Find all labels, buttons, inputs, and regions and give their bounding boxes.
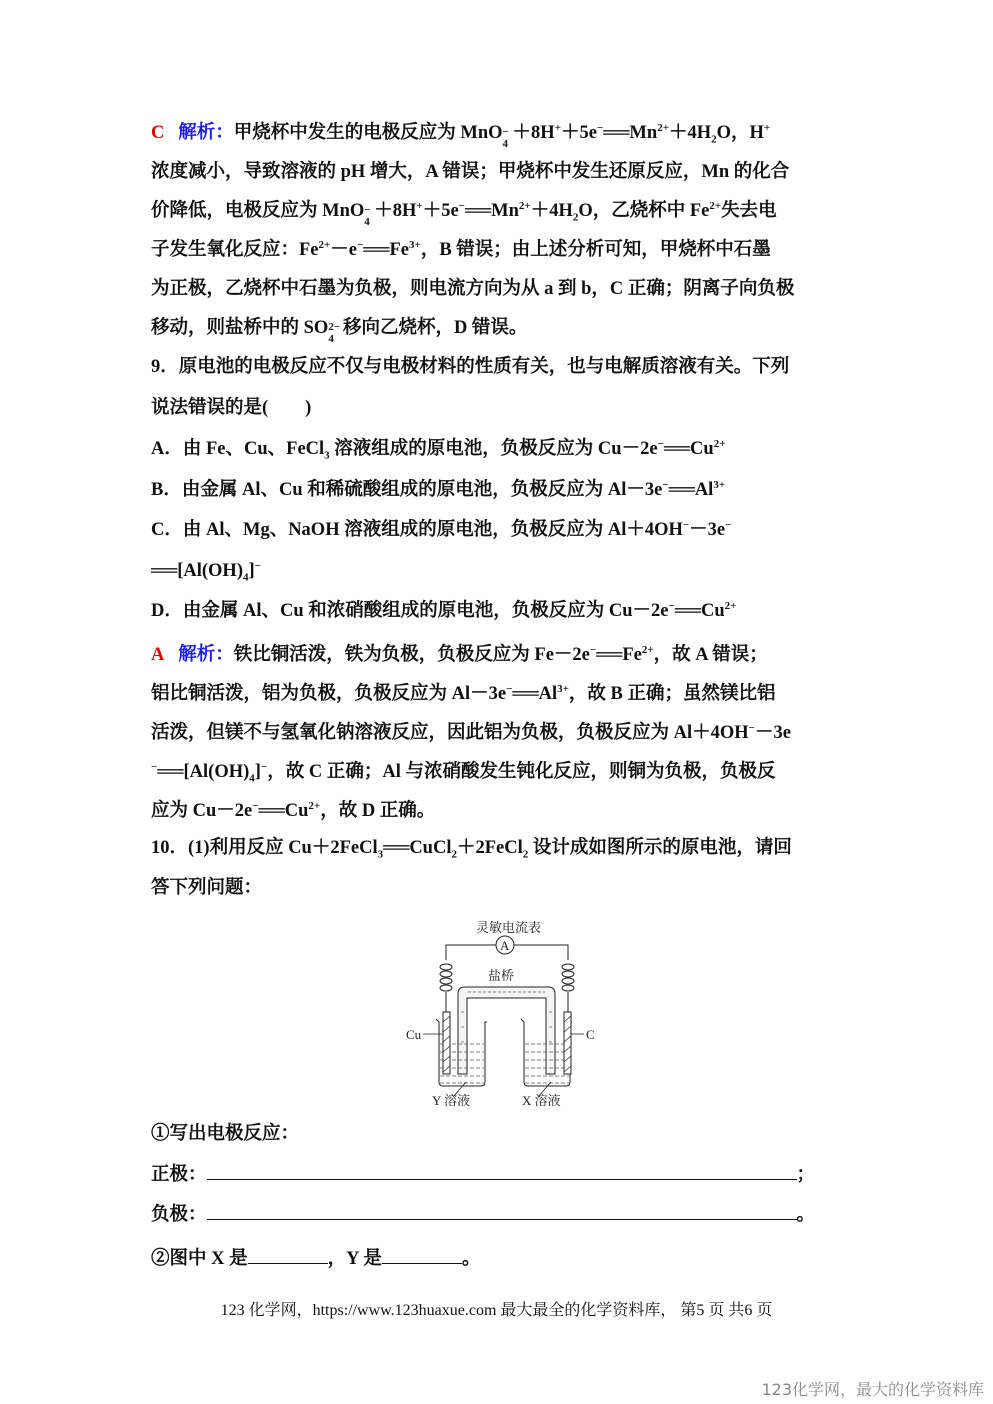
- coil-right: [562, 964, 574, 991]
- galvanometer-label: 灵敏电流表: [476, 920, 542, 935]
- salt-bridge-fill: [461, 992, 552, 1042]
- text: 子发生氧化反应：Fe: [151, 240, 319, 260]
- q9-stem-line-2: 说法错误的是( ): [151, 398, 312, 418]
- sup: −: [502, 125, 509, 138]
- text: ，Y 是: [327, 1249, 382, 1269]
- analysis-label: 解析：: [178, 123, 234, 143]
- sup: −: [589, 643, 597, 656]
- salt-bridge-label: 盐桥: [488, 968, 515, 983]
- sup: 2+: [308, 799, 321, 812]
- q9-analysis-line-5: [151, 798, 435, 824]
- sup: −: [252, 799, 259, 812]
- text: 价降低，电极反应为 MnO: [151, 201, 365, 221]
- sub: 4: [328, 332, 334, 345]
- sup: −: [596, 121, 604, 134]
- q8-analysis-line-2: 浓度减小，导致溶液的 pH 增大，A 错误；甲烧杯中发生还原反应，Mn 的化合: [151, 162, 790, 182]
- text: ＋5e: [422, 201, 459, 221]
- page-footer: 123 化学网，https://www.123huaxue.com 最大最全的化学资料库， 第5 页 共6 页: [220, 1302, 773, 1319]
- text: ；: [796, 1165, 816, 1185]
- ammeter-symbol: A: [500, 938, 510, 953]
- text: ＋4H: [668, 123, 712, 143]
- text: ]: [248, 561, 255, 581]
- text: O，乙烧杯中 Fe: [578, 201, 710, 221]
- right-electrode-label: C: [586, 1027, 595, 1042]
- text: ，B 错误；由上述分析可知，甲烧杯中石墨: [420, 240, 771, 260]
- sup: 2+: [713, 437, 726, 450]
- sup: −: [254, 559, 261, 572]
- sub: 2: [572, 211, 579, 224]
- text: 移动，则盐桥中的 SO: [151, 318, 329, 338]
- sup: −: [748, 721, 755, 734]
- left-electrode-label: Cu: [406, 1027, 422, 1042]
- text: ＋8H: [512, 123, 555, 143]
- q9-option-c-cont: [151, 558, 261, 584]
- q9-analysis-line-1: [151, 642, 768, 668]
- q8-analysis-line-3: [151, 198, 777, 228]
- coil-left: [440, 964, 452, 991]
- text: ＋4H: [530, 201, 573, 221]
- q9-analysis-line-3: [151, 720, 791, 746]
- q9-option-b: [151, 477, 725, 503]
- text: ]: [254, 762, 261, 782]
- sub: 4: [249, 772, 255, 785]
- text: 活泼，但镁不与氢氧化钠溶液反应，因此铝为负极，负极反应为 Al＋4OH: [151, 723, 749, 743]
- q10-stem-line-1: [151, 835, 792, 861]
- text: ══Fe: [596, 645, 642, 665]
- text: ══Mn: [603, 123, 658, 143]
- sup: 3+: [409, 238, 421, 251]
- q9-analysis-line-4: [151, 759, 775, 785]
- sup: 3+: [557, 682, 569, 695]
- text: ══Al: [512, 684, 558, 704]
- text: O，H: [716, 123, 764, 143]
- sup: −: [668, 599, 675, 612]
- galvanic-cell-diagram: [398, 912, 608, 1108]
- text: －e: [330, 240, 358, 260]
- sup: −: [458, 199, 465, 212]
- sup: −: [260, 760, 268, 773]
- negative-electrode-row: [151, 1201, 815, 1228]
- answer-letter: A: [151, 645, 165, 665]
- positive-answer-blank[interactable]: [207, 1161, 797, 1180]
- sup: +: [416, 199, 423, 212]
- sub: 2: [451, 848, 457, 861]
- q8-analysis-line-4: [151, 237, 771, 263]
- q10-stem-line-2: 答下列问题：: [151, 878, 263, 898]
- text: ＋2FeCl: [456, 838, 523, 858]
- text: 甲烧杯中发生的电极反应为 MnO: [233, 123, 503, 143]
- right-solution-label: X 溶液: [522, 1093, 561, 1108]
- text: －3e: [754, 723, 791, 743]
- sub: 4: [242, 571, 249, 584]
- ion-charge: [502, 125, 513, 150]
- sup: −: [725, 518, 732, 531]
- text: ，故 B 正确；虽然镁比铝: [568, 684, 776, 704]
- positive-label: 正极：: [151, 1165, 207, 1185]
- negative-label: 负极：: [151, 1205, 207, 1225]
- sup: +: [554, 121, 561, 134]
- sup: 2+: [518, 199, 531, 212]
- sup: 2−: [328, 320, 341, 333]
- text: ，故 A 错误；: [653, 645, 768, 665]
- q9-analysis-line-2: [151, 681, 775, 707]
- text: ══Al: [668, 480, 714, 500]
- y-answer-blank[interactable]: [382, 1245, 462, 1264]
- negative-answer-blank[interactable]: [207, 1201, 797, 1220]
- ion-charge: [328, 320, 341, 345]
- ion-charge: [364, 203, 374, 228]
- watermark: 123化学网，最大的化学资料库: [761, 1380, 984, 1399]
- q9-stem-line-1: 9．原电池的电极反应不仅与电极材料的性质有关，也与电解质溶液有关。下列: [151, 357, 790, 377]
- sub: 4: [502, 137, 509, 150]
- text: ＋5e: [560, 123, 597, 143]
- salt-bridge: [458, 987, 555, 1074]
- answer-letter: C: [151, 123, 165, 143]
- sup: −: [657, 437, 664, 450]
- text: D．由金属 Al、Cu 和浓硝酸组成的原电池，负极反应为 Cu－2e: [151, 601, 669, 621]
- text: C．由 Al、Mg、NaOH 溶液组成的原电池，负极反应为 Al＋4OH: [151, 520, 683, 540]
- sup: +: [763, 121, 771, 134]
- q8-analysis-line-1: [151, 120, 771, 150]
- text: ══[Al(OH): [151, 561, 243, 581]
- sup: 2+: [657, 121, 669, 134]
- q8-analysis-line-6: [151, 315, 528, 345]
- text: ══Fe: [363, 240, 410, 260]
- text: 。: [461, 1249, 481, 1269]
- text: ，故 D 正确。: [320, 801, 436, 821]
- text: ══CuCl: [383, 838, 452, 858]
- sub: 4: [364, 215, 370, 228]
- text: 。: [796, 1205, 816, 1225]
- text: ══Cu: [258, 801, 309, 821]
- text: 铁比铜活泼，铁为负极，负极反应为 Fe－2e: [233, 645, 590, 665]
- sup: 2+: [641, 643, 654, 656]
- text: ，故 C 正确；Al 与浓硝酸发生钝化反应，则铜为负极，负极反: [267, 762, 776, 782]
- q8-analysis-line-5: 为正极，乙烧杯中石墨为负极，则电流方向为从 a 到 b，C 正确；阴离子向负极: [151, 279, 795, 299]
- sup: −: [364, 203, 371, 216]
- q9-option-a: [151, 436, 725, 462]
- x-answer-blank[interactable]: [248, 1245, 328, 1264]
- sup: 2+: [724, 599, 737, 612]
- sub: 2: [711, 133, 717, 146]
- text: ②图中 X 是: [151, 1249, 248, 1269]
- sup: 2+: [318, 238, 331, 251]
- sup: −: [662, 478, 669, 491]
- sub: 2: [522, 848, 529, 861]
- text: 溶液组成的原电池，负极反应为 Cu－2e: [329, 439, 658, 459]
- sup: −: [151, 760, 158, 773]
- q10-part-1: ①写出电极反应：: [151, 1124, 300, 1144]
- text: ＋8H: [374, 201, 417, 221]
- text: ══[Al(OH): [157, 762, 250, 782]
- text: 设计成如图所示的原电池，请回: [528, 838, 792, 858]
- text: 移向乙烧杯，D 错误。: [342, 318, 528, 338]
- sup: −: [682, 518, 690, 531]
- q10-part-2: [151, 1245, 480, 1272]
- text: ══Cu: [663, 439, 714, 459]
- sub: 3: [377, 848, 384, 861]
- text: A．由 Fe、Cu、FeCl: [151, 439, 325, 459]
- q9-option-d: [151, 598, 736, 624]
- sup: 2+: [709, 199, 722, 212]
- sup: −: [357, 238, 364, 251]
- q9-option-c: [151, 517, 731, 543]
- sub: 3: [324, 449, 330, 462]
- positive-electrode-row: [151, 1161, 815, 1188]
- text: ══Mn: [464, 201, 519, 221]
- sup: 3+: [713, 478, 726, 491]
- text: 应为 Cu－2e: [151, 801, 253, 821]
- analysis-label: 解析：: [178, 645, 234, 665]
- text: ══Cu: [674, 601, 725, 621]
- text: 10．(1)利用反应 Cu＋2FeCl: [151, 838, 378, 858]
- text: B．由金属 Al、Cu 和稀硫酸组成的原电池，负极反应为 Al－3e: [151, 480, 663, 500]
- text: 铝比铜活泼，铝为负极，负极反应为 Al－3e: [151, 684, 507, 704]
- text: 失去电: [721, 201, 777, 221]
- sup: −: [506, 682, 513, 695]
- text: －3e: [689, 520, 726, 540]
- left-solution-label: Y 溶液: [432, 1093, 471, 1108]
